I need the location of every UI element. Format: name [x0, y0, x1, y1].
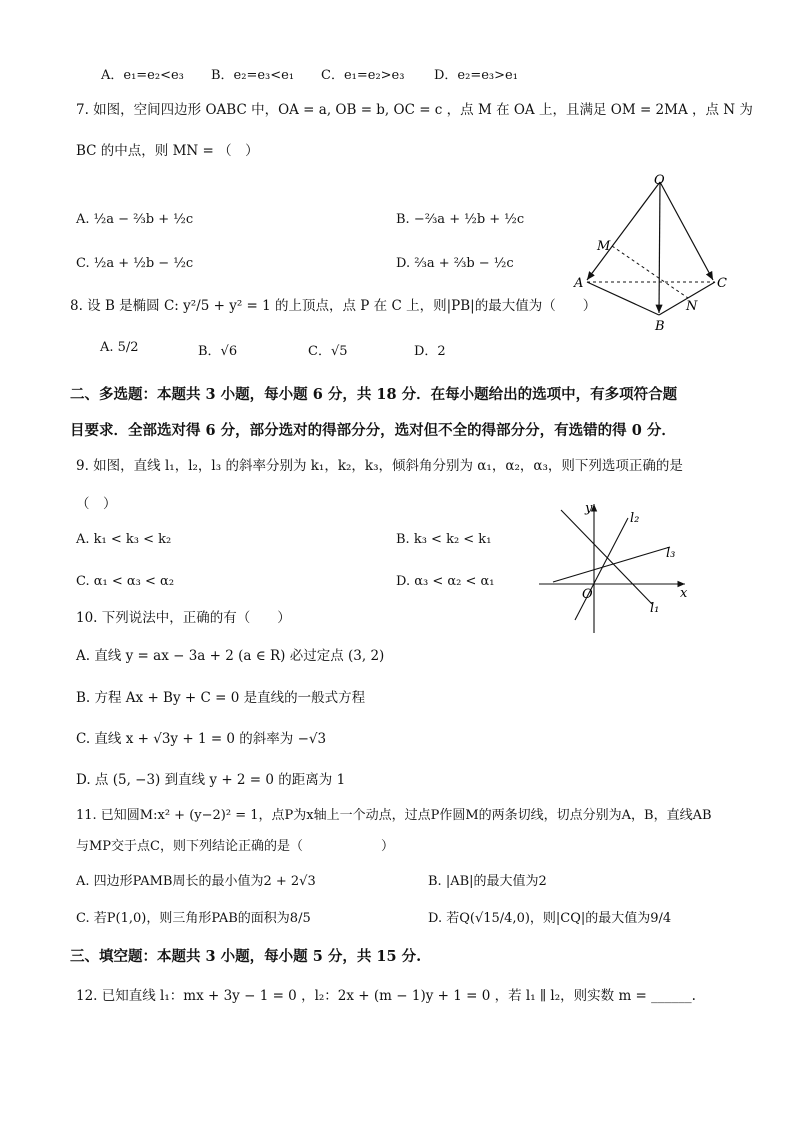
q11-stem-line2: 与MP交于点C，则下列结论正确的是（ ）	[76, 839, 395, 854]
q8-stem: 8. 设 B 是椭圆 C: y²/5 + y² = 1 的上顶点，点 P 在 C 上，则|PB|的最大值为（ ）	[70, 298, 597, 314]
q9-paren: （ ）	[76, 496, 117, 512]
fig-label-b: B	[655, 319, 665, 334]
q9-option-a: A. k₁ < k₃ < k₂	[76, 532, 172, 547]
fig-label-y: y	[585, 501, 593, 516]
q10-option-d: D. 点 (5, −3) 到直线 y + 2 = 0 的距离为 1	[76, 772, 346, 788]
section2-heading-line2: 目要求．全部选对得 6 分，部分选对的得部分分，选对但不全的得部分分，有选错的得 0 分．	[70, 422, 676, 439]
fig-label-l2: l₂	[630, 511, 640, 526]
fig-label-a: A	[574, 276, 584, 291]
fig-label-l1: l₁	[650, 601, 660, 616]
q9-option-b: B. k₃ < k₂ < k₁	[396, 532, 492, 547]
fig-label-c: C	[717, 276, 727, 291]
q7-stem-line1: 7. 如图，空间四边形 OABC 中，OA = a, OB = b, OC = c ，点 M 在 OA 上，且满足 OM = 2MA ，点 N 为	[76, 102, 753, 118]
q9-option-d: D. α₃ < α₂ < α₁	[396, 574, 495, 589]
fig-label-o: O	[654, 173, 665, 188]
q8-option-a: A. 5/2	[100, 340, 139, 355]
fig-label-l3: l₃	[666, 546, 676, 561]
section2-heading-line1: 二、多选题：本题共 3 小题，每小题 6 分，共 18 分．在每小题给出的选项中，有多项符合题	[70, 386, 678, 403]
fig-label-origin: O	[582, 587, 593, 602]
q8-option-d: D．2	[414, 344, 446, 359]
q10-option-a: A. 直线 y = ax − 3a + 2 (a ∈ R) 必过定点 (3, 2)	[76, 648, 385, 664]
q11-option-d: D. 若Q(√15/4,0)，则|CQ|的最大值为9/4	[428, 911, 672, 926]
q7-stem-line2: BC 的中点，则 MN = （ ）	[76, 143, 259, 159]
q11-stem-line1: 11. 已知圆M:x² + (y−2)² = 1，点P为x轴上一个动点，过点P作圆M的两条切线，切点分别为A，B，直线AB	[76, 808, 712, 823]
q11-option-a: A. 四边形PAMB周长的最小值为2 + 2√3	[76, 874, 316, 889]
q7-option-a: A. ½a − ⅔b + ½c	[76, 212, 194, 227]
q6-option-d: D．e₂=e₃>e₁	[434, 68, 518, 83]
q8-option-c: C．√5	[308, 344, 348, 359]
q10-option-c: C. 直线 x + √3y + 1 = 0 的斜率为 −√3	[76, 731, 327, 747]
lines-figure	[535, 500, 705, 635]
q9-option-c: C. α₁ < α₃ < α₂	[76, 574, 175, 589]
q6-option-b: B．e₂=e₃<e₁	[211, 68, 295, 83]
q10-stem: 10. 下列说法中，正确的有（ ）	[76, 610, 291, 626]
fig-label-m: M	[597, 239, 611, 254]
section3-heading: 三、填空题：本题共 3 小题，每小题 5 分，共 15 分.	[70, 948, 422, 965]
q8-option-b: B．√6	[198, 344, 238, 359]
q11-option-c: C. 若P(1,0)，则三角形PAB的面积为8/5	[76, 911, 311, 926]
q10-option-b: B. 方程 Ax + By + C = 0 是直线的一般式方程	[76, 690, 366, 706]
q6-option-c: C．e₁=e₂>e₃	[321, 68, 405, 83]
q7-option-c: C. ½a + ½b − ½c	[76, 256, 194, 271]
q11-option-b: B. |AB|的最大值为2	[428, 874, 547, 889]
q7-option-b: B. −⅔a + ½b + ½c	[396, 212, 525, 227]
fig-label-n: N	[686, 299, 698, 314]
q9-stem: 9. 如图，直线 l₁，l₂，l₃ 的斜率分别为 k₁，k₂，k₃，倾斜角分别为 α₁，α₂，α₃，则下列选项正确的是	[76, 458, 683, 474]
q12-stem: 12. 已知直线 l₁：mx + 3y − 1 = 0 ，l₂：2x + (m − 1)y + 1 = 0 ，若 l₁ ∥ l₂，则实数 m = ______.	[76, 988, 696, 1004]
q7-option-d: D. ⅔a + ⅔b − ½c	[396, 256, 514, 271]
q6-option-a: A．e₁=e₂<e₃	[101, 68, 184, 83]
fig-label-x: x	[680, 586, 688, 601]
